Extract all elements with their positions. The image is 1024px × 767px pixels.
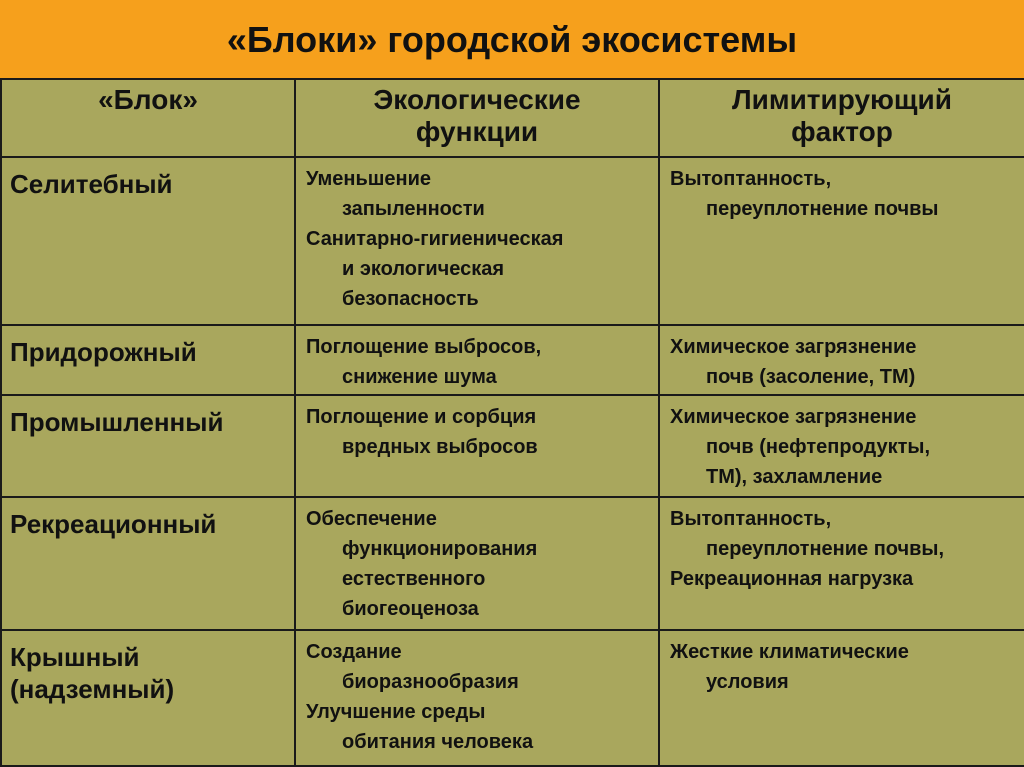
table-row <box>1 497 1024 630</box>
entry-continuation-line: условия <box>706 671 789 693</box>
header-functions <box>295 79 659 157</box>
block-name-cell <box>1 325 295 395</box>
cell-entry <box>670 637 1020 697</box>
entry-first-line: Химическое загрязнение <box>670 406 917 428</box>
table-row <box>1 157 1024 325</box>
header-factor-line1: Лимитирующий <box>732 84 952 115</box>
block-name: Крышный <box>10 642 140 672</box>
cell-entry <box>306 224 654 314</box>
cell-entry <box>670 332 1020 392</box>
header-functions-line2: функции <box>415 116 539 147</box>
table-row <box>1 395 1024 497</box>
block-name-cell <box>1 630 295 766</box>
table-row <box>1 325 1024 395</box>
block-name-cell <box>1 497 295 630</box>
entry-continuation-line: безопасность <box>342 288 479 310</box>
cell-entry <box>670 504 1020 564</box>
header-block <box>1 79 295 157</box>
entry-first-line: Санитарно-гигиеническая <box>306 228 564 250</box>
limiting-factor-cell <box>659 630 1024 766</box>
header-block-label: «Блок» <box>98 84 198 115</box>
cell-entry <box>306 402 654 462</box>
cell-entry <box>306 697 654 757</box>
cell-entry <box>306 332 654 392</box>
entry-first-line: Жесткие климатические <box>670 641 909 663</box>
block-name: Придорожный <box>10 337 197 367</box>
entry-continuation-line: естественного <box>342 568 486 590</box>
block-name-cell <box>1 157 295 325</box>
entry-first-line: Улучшение среды <box>306 701 486 723</box>
entry-continuation-line: функционирования <box>342 538 538 560</box>
entry-continuation-line: запыленности <box>342 198 485 220</box>
ecological-functions-cell <box>295 395 659 497</box>
entry-continuation-line: вредных выбросов <box>342 436 538 458</box>
entry-continuation-line: биоразнообразия <box>342 671 519 693</box>
limiting-factor-cell <box>659 497 1024 630</box>
entry-continuation-line: почв (засоление, ТМ) <box>706 366 916 388</box>
entry-first-line: Уменьшение <box>306 168 432 190</box>
cell-entry <box>306 504 654 624</box>
entry-continuation-line: биогеоценоза <box>342 598 479 620</box>
cell-entry <box>670 564 1020 594</box>
header-functions-line1: Экологические <box>373 84 581 115</box>
cell-entry <box>670 402 1020 492</box>
block-name-cell <box>1 395 295 497</box>
block-name: Промышленный <box>10 407 224 437</box>
header-row <box>1 79 1024 157</box>
block-name: Селитебный <box>10 169 173 199</box>
table-row <box>1 630 1024 766</box>
entry-continuation-line: ТМ), захламление <box>706 466 883 488</box>
entry-continuation-line: снижение шума <box>342 366 497 388</box>
block-name: Рекреационный <box>10 509 217 539</box>
entry-continuation-line: переуплотнение почвы, <box>706 538 945 560</box>
entry-first-line: Создание <box>306 641 402 663</box>
entry-first-line: Химическое загрязнение <box>670 336 917 358</box>
entry-continuation-line: переуплотнение почвы <box>706 198 939 220</box>
entry-first-line: Вытоптанность, <box>670 508 832 530</box>
header-factor-line2: фактор <box>791 116 893 147</box>
page-title: «Блоки» городской экосистемы <box>226 19 798 60</box>
cell-entry <box>670 164 1020 224</box>
ecological-functions-cell <box>295 157 659 325</box>
header-factor <box>659 79 1024 157</box>
ecosystem-blocks-table <box>0 78 1024 767</box>
cell-entry <box>306 164 654 224</box>
limiting-factor-cell <box>659 395 1024 497</box>
limiting-factor-cell <box>659 157 1024 325</box>
entry-continuation-line: обитания человека <box>342 731 534 753</box>
entry-first-line: Вытоптанность, <box>670 168 832 190</box>
title-bar <box>0 0 1024 80</box>
cell-entry <box>306 637 654 697</box>
entry-first-line: Рекреационная нагрузка <box>670 568 914 590</box>
entry-first-line: Поглощение и сорбция <box>306 406 537 428</box>
ecological-functions-cell <box>295 325 659 395</box>
entry-first-line: Поглощение выбросов, <box>306 336 542 358</box>
ecological-functions-cell <box>295 630 659 766</box>
entry-continuation-line: почв (нефтепродукты, <box>706 436 931 458</box>
block-name-second-line: (надземный) <box>10 674 175 704</box>
entry-continuation-line: и экологическая <box>342 258 505 280</box>
entry-first-line: Обеспечение <box>306 508 437 530</box>
limiting-factor-cell <box>659 325 1024 395</box>
ecological-functions-cell <box>295 497 659 630</box>
